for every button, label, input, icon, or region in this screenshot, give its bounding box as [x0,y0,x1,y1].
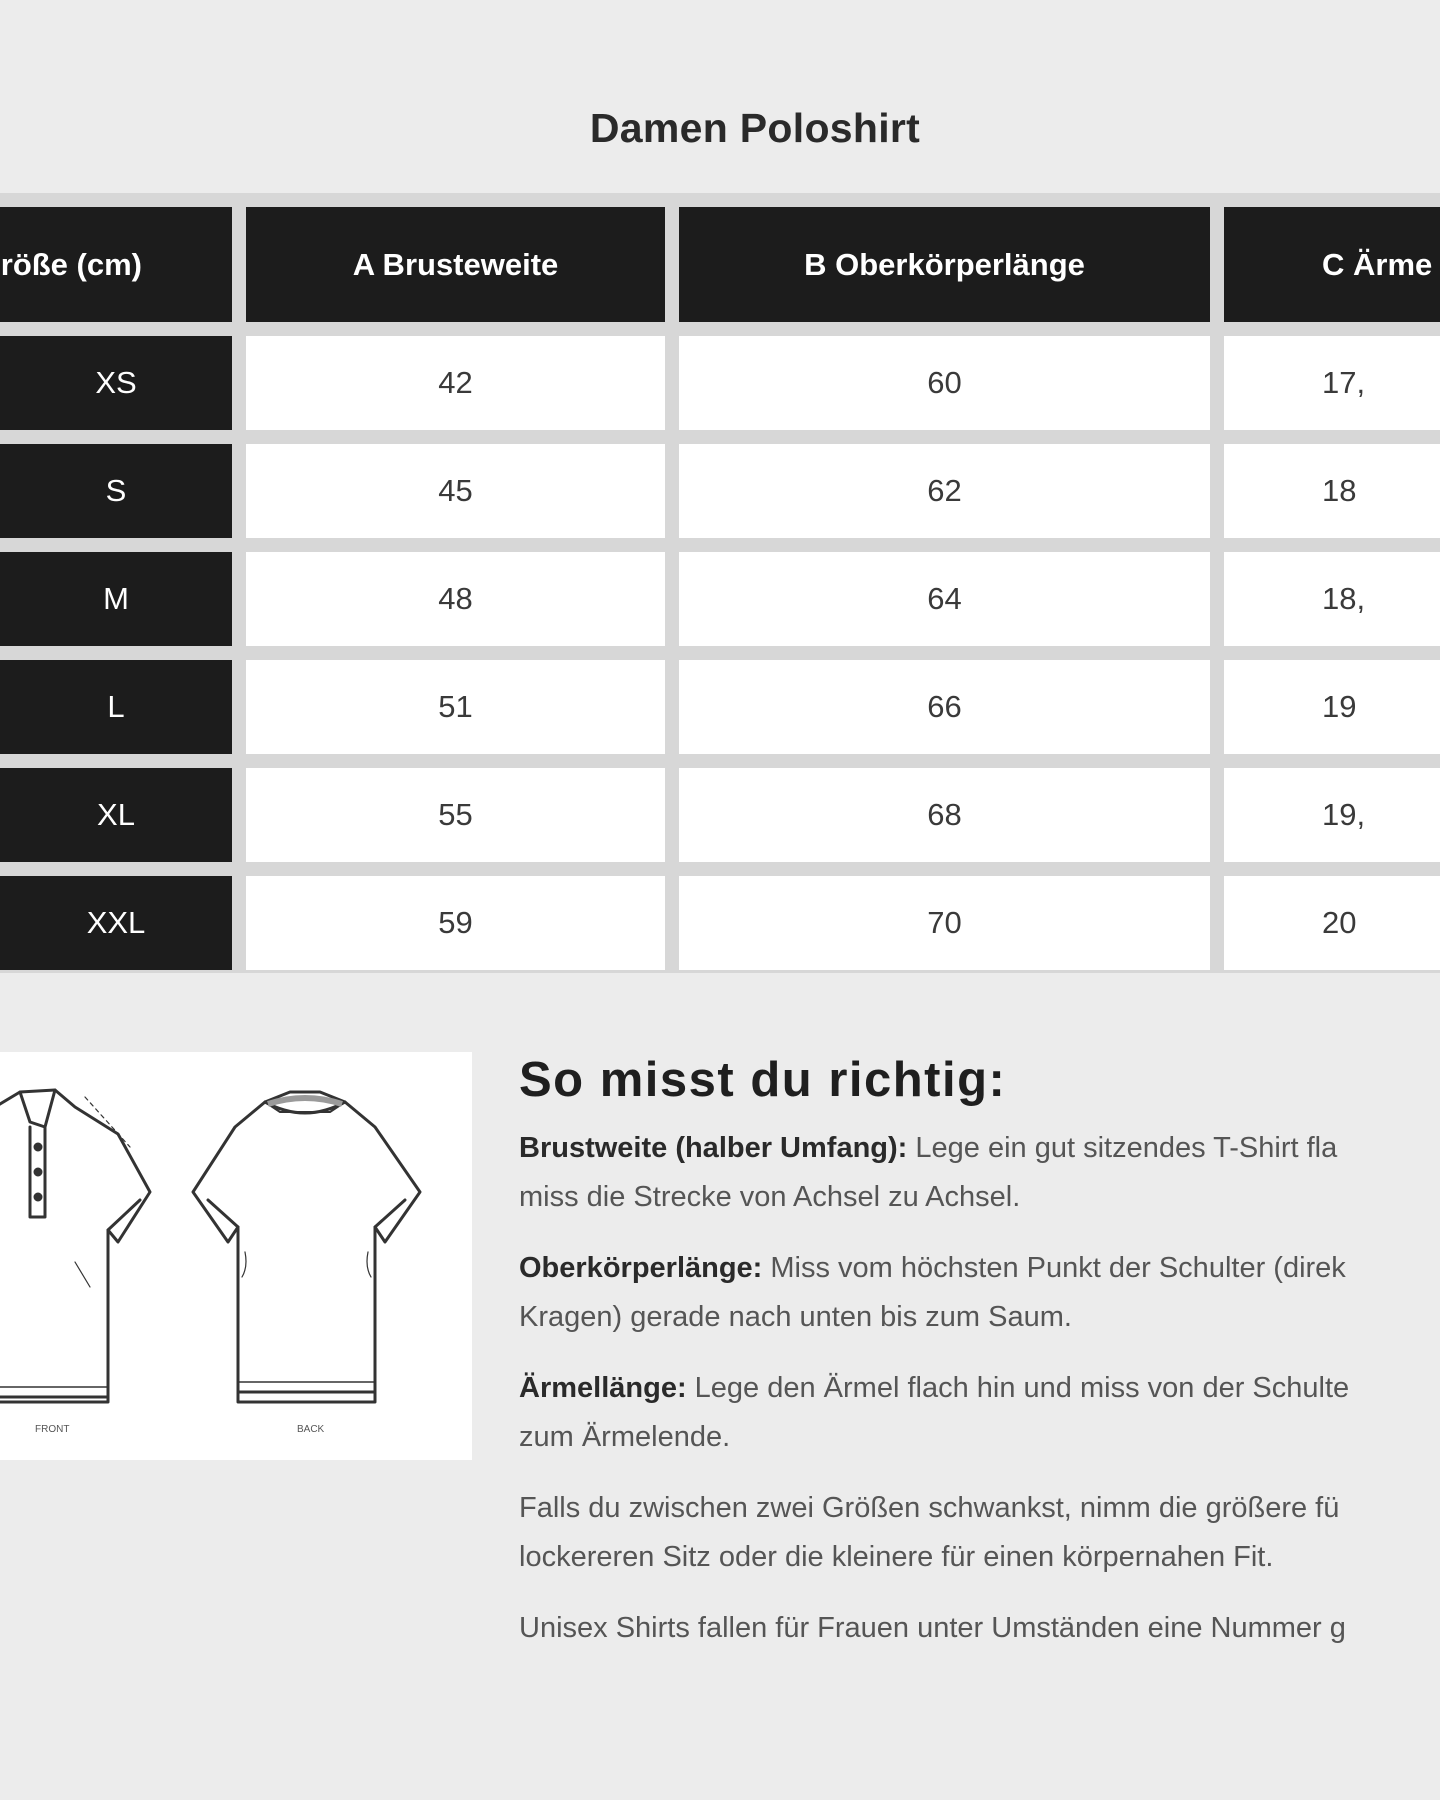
row-size-label: XL [0,768,232,862]
table-cell: 19 [1224,660,1440,754]
guide-text: miss die Strecke von Achsel zu Achsel. [519,1181,1021,1213]
table-cell: 19, [1224,768,1440,862]
table-cell: 70 [679,876,1210,970]
guide-text: zum Ärmelende. [519,1421,731,1453]
header-sleeve-length: C Ärme [1224,207,1440,322]
header-size: röße (cm) [0,207,232,322]
guide-text: Kragen) gerade nach unten bis zum Saum. [519,1301,1072,1333]
table-cell: 42 [246,336,665,430]
guide-text: Unisex Shirts fallen für Frauen unter Umständen eine Nummer g [519,1612,1346,1644]
row-size-label: L [0,660,232,754]
header-chest-width: A Brusteweite [246,207,665,322]
table-cell: 51 [246,660,665,754]
row-size-label: XXL [0,876,232,970]
table-cell: 20 [1224,876,1440,970]
guide-item-body-length [519,1244,1440,1342]
table-cell: 66 [679,660,1210,754]
page-title: Damen Poloshirt [589,105,921,151]
guide-text: Falls du zwischen zwei Größen schwankst, nimm die größere fü [519,1492,1340,1524]
table-cell: 18, [1224,552,1440,646]
table-cell: 48 [246,552,665,646]
guide-text: Lege den Ärmel flach hin und miss von der Schulte [686,1372,1350,1404]
table-cell: 59 [246,876,665,970]
guide-text: lockereren Sitz oder die kleinere für einen körpernahen Fit. [519,1541,1274,1573]
table-cell: 68 [679,768,1210,862]
measuring-guide-heading: So misst du richtig: [519,1053,1007,1107]
table-cell: 55 [246,768,665,862]
table-cell: 17, [1224,336,1440,430]
table-cell: 60 [679,336,1210,430]
row-size-label: XS [0,336,232,430]
measuring-guide [519,1052,1440,1675]
size-table [0,193,1440,973]
measurement-diagram [0,1052,472,1460]
guide-term: Ärmellänge: [519,1372,687,1404]
guide-item-sleeve [519,1364,1440,1462]
guide-item-chest [519,1124,1440,1222]
table-cell: 45 [246,444,665,538]
table-cell: 62 [679,444,1210,538]
table-cell: 64 [679,552,1210,646]
row-size-label: M [0,552,232,646]
front-label: FRONT [35,1424,70,1435]
guide-term: Brustweite (halber Umfang): [519,1132,908,1164]
guide-text: Miss vom höchsten Punkt der Schulter (direk [762,1252,1346,1284]
guide-term: Oberkörperlänge: [519,1252,763,1284]
guide-note-size-choice [519,1484,1440,1582]
guide-note-unisex [519,1604,1440,1653]
header-body-length: B Oberkörperlänge [679,207,1210,322]
row-size-label: S [0,444,232,538]
polo-shirt-sketch-icon [0,1052,472,1460]
back-label: BACK [297,1424,325,1435]
guide-text: Lege ein gut sitzendes T-Shirt fla [907,1132,1338,1164]
table-cell: 18 [1224,444,1440,538]
